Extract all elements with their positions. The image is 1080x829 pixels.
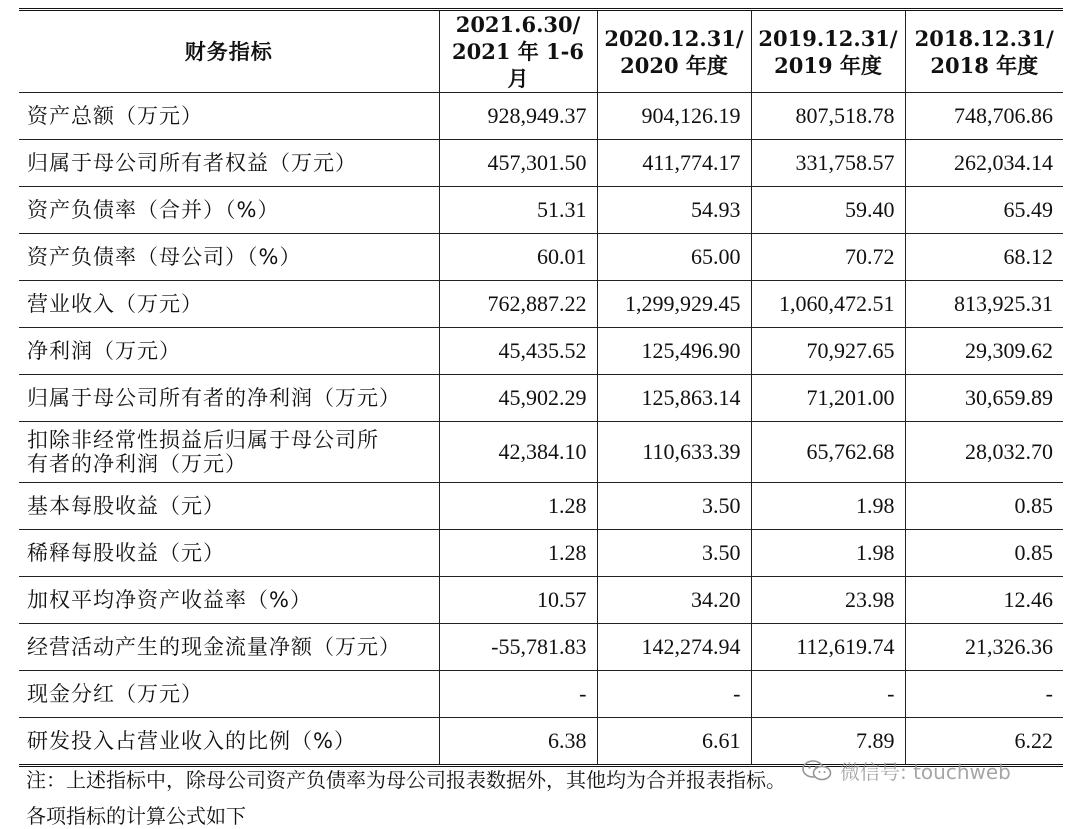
cell-value: 6.38 <box>439 718 597 766</box>
row-label: 加权平均净资产收益率（%） <box>19 577 439 624</box>
cell-value: 262,034.14 <box>905 140 1063 187</box>
table-row <box>19 234 1063 281</box>
footnote: 注：上述指标中，除母公司资产负债率为母公司报表数据外，其他均为合并报表指标。 <box>26 768 786 792</box>
cell-value: 762,887.22 <box>439 281 597 328</box>
row-label: 营业收入（万元） <box>19 281 439 328</box>
cell-value: 7.89 <box>751 718 905 766</box>
table-row <box>19 577 1063 624</box>
cell-value: 54.93 <box>597 187 751 234</box>
header-metric-label: 财务指标 <box>184 39 273 64</box>
cell-value: 1.28 <box>439 483 597 530</box>
cell-value: 21,326.36 <box>905 624 1063 671</box>
cell-value: -55,781.83 <box>439 624 597 671</box>
cell-value: 748,706.86 <box>905 93 1063 140</box>
table-row <box>19 187 1063 234</box>
cell-value: 1.98 <box>751 530 905 577</box>
cell-value: 807,518.78 <box>751 93 905 140</box>
cell-value: 3.50 <box>597 530 751 577</box>
cell-value: 59.40 <box>751 187 905 234</box>
financial-indicators-table-wrapper <box>19 8 1063 767</box>
row-label: 现金分红（万元） <box>19 671 439 718</box>
table-row <box>19 93 1063 140</box>
cell-value: 6.61 <box>597 718 751 766</box>
cell-value: 42,384.10 <box>439 422 597 483</box>
cell-value: 6.22 <box>905 718 1063 766</box>
row-label: 归属于母公司所有者权益（万元） <box>19 140 439 187</box>
table-row <box>19 422 1063 483</box>
cell-value: 1,060,472.51 <box>751 281 905 328</box>
row-label: 稀释每股收益（元） <box>19 530 439 577</box>
watermark <box>802 756 1011 785</box>
cell-value: 60.01 <box>439 234 597 281</box>
cell-value: 70,927.65 <box>751 328 905 375</box>
cell-value: 68.12 <box>905 234 1063 281</box>
cell-value: 45,902.29 <box>439 375 597 422</box>
table-row <box>19 624 1063 671</box>
header-metric <box>19 10 439 93</box>
header-line1: 2020.12.31/ <box>604 25 744 51</box>
table-row <box>19 530 1063 577</box>
cell-value: 65,762.68 <box>751 422 905 483</box>
cell-value: 411,774.17 <box>597 140 751 187</box>
cell-value: 65.00 <box>597 234 751 281</box>
row-label <box>19 422 439 483</box>
row-label: 净利润（万元） <box>19 328 439 375</box>
cell-value: 45,435.52 <box>439 328 597 375</box>
cell-value: 51.31 <box>439 187 597 234</box>
table-row <box>19 483 1063 530</box>
table-row <box>19 140 1063 187</box>
cell-value: 3.50 <box>597 483 751 530</box>
footnote-continued: 各项指标的计算公式如下 <box>26 804 246 828</box>
table-header-row <box>19 10 1063 93</box>
row-label: 基本每股收益（元） <box>19 483 439 530</box>
watermark-text: 微信号: touchweb <box>840 760 1011 784</box>
cell-value: - <box>439 671 597 718</box>
row-label: 资产负债率（母公司）（%） <box>19 234 439 281</box>
wechat-icon <box>802 759 832 783</box>
table-row <box>19 375 1063 422</box>
row-label: 资产总额（万元） <box>19 93 439 140</box>
cell-value: 1.28 <box>439 530 597 577</box>
cell-value: 70.72 <box>751 234 905 281</box>
cell-value: 0.85 <box>905 483 1063 530</box>
row-label: 研发投入占营业收入的比例（%） <box>19 718 439 766</box>
cell-value: 0.85 <box>905 530 1063 577</box>
row-label: 经营活动产生的现金流量净额（万元） <box>19 624 439 671</box>
header-2018 <box>905 10 1063 93</box>
header-line1: 2018.12.31/ <box>914 25 1054 51</box>
cell-value: 457,301.50 <box>439 140 597 187</box>
row-label-line1: 扣除非经常性损益后归属于母公司所 <box>27 428 379 452</box>
cell-value: 1.98 <box>751 483 905 530</box>
cell-value: 65.49 <box>905 187 1063 234</box>
table-row <box>19 281 1063 328</box>
cell-value: 1,299,929.45 <box>597 281 751 328</box>
cell-value: - <box>751 671 905 718</box>
table-row <box>19 328 1063 375</box>
header-line2: 2018 年度 <box>930 52 1039 78</box>
header-2020 <box>597 10 751 93</box>
cell-value: 110,633.39 <box>597 422 751 483</box>
cell-value: 125,496.90 <box>597 328 751 375</box>
cell-value: 928,949.37 <box>439 93 597 140</box>
cell-value: 12.46 <box>905 577 1063 624</box>
cell-value: 813,925.31 <box>905 281 1063 328</box>
cell-value: 10.57 <box>439 577 597 624</box>
header-line2: 2020 年度 <box>620 52 728 78</box>
cell-value: 71,201.00 <box>751 375 905 422</box>
cell-value: 331,758.57 <box>751 140 905 187</box>
row-label: 归属于母公司所有者的净利润（万元） <box>19 375 439 422</box>
cell-value: - <box>905 671 1063 718</box>
header-line1: 2021.6.30/ <box>455 12 581 37</box>
header-line2: 2021 年 1-6 月 <box>451 39 584 91</box>
cell-value: 29,309.62 <box>905 328 1063 375</box>
cell-value: 125,863.14 <box>597 375 751 422</box>
header-line2: 2019 年度 <box>774 52 882 78</box>
cell-value: 23.98 <box>751 577 905 624</box>
cell-value: 904,126.19 <box>597 93 751 140</box>
cell-value: 28,032.70 <box>905 422 1063 483</box>
header-2021h1 <box>439 10 597 93</box>
row-label-line2: 有者的净利润（万元） <box>27 452 247 476</box>
header-2019 <box>751 10 905 93</box>
financial-indicators-table <box>19 8 1063 767</box>
cell-value: 112,619.74 <box>751 624 905 671</box>
cell-value: 142,274.94 <box>597 624 751 671</box>
cell-value: 34.20 <box>597 577 751 624</box>
header-line1: 2019.12.31/ <box>758 25 898 51</box>
cell-value: - <box>597 671 751 718</box>
row-label: 资产负债率（合并）（%） <box>19 187 439 234</box>
table-row <box>19 671 1063 718</box>
cell-value: 30,659.89 <box>905 375 1063 422</box>
